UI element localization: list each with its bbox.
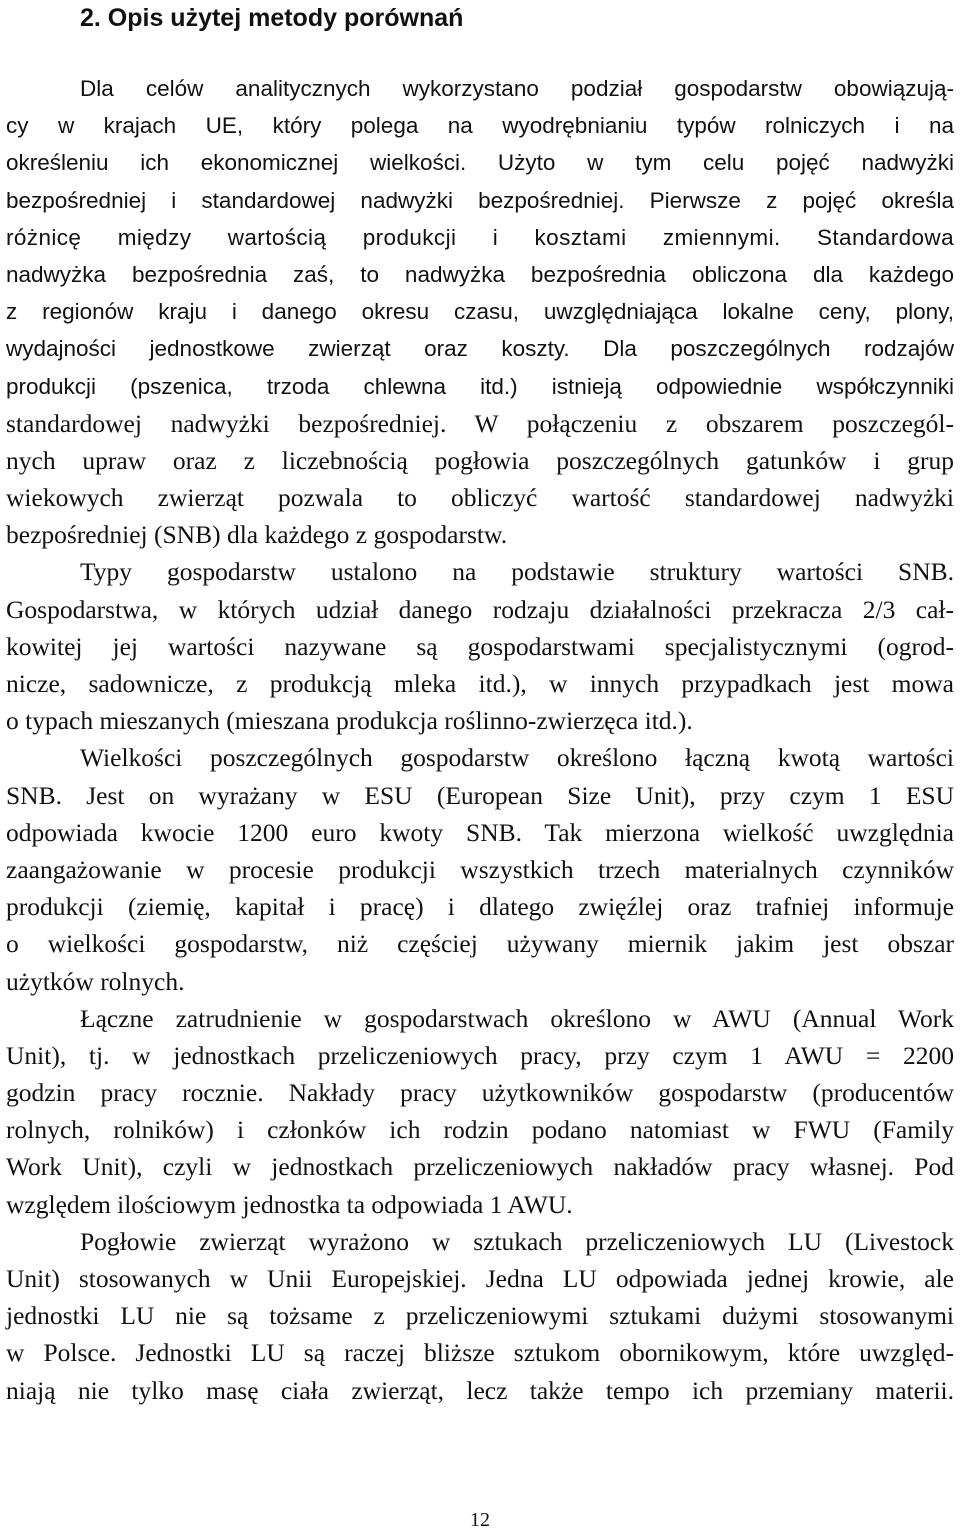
paragraph: [6, 1000, 954, 1223]
text-line: Łączne zatrudnienie w gospodarstwach określono w AWU (Annual Work: [80, 1003, 954, 1033]
text-line: użytków rolnych.: [6, 966, 185, 996]
text-line: odpowiada kwocie 1200 euro kwoty SNB. Tak mierzona wielkość uwzględnia: [6, 817, 954, 847]
text-line: standardowej nadwyżki bezpośredniej. W połączeniu z obszarem poszczegól-: [6, 408, 954, 438]
text-line: nych upraw oraz z liczebnością pogłowia poszczególnych gatunków i grup: [6, 445, 954, 475]
text-line: względem ilościowym jednostka ta odpowiada 1 AWU.: [6, 1189, 573, 1219]
text-line: Wielkości poszczególnych gospodarstw określono łączną kwotą wartości: [80, 743, 954, 773]
text-line: Dla celów analitycznych wykorzystano podział gospodarstw obowiązują-: [80, 76, 954, 101]
text-line: wydajności jednostkowe zwierząt oraz koszty. Dla poszczególnych rodzajów: [6, 336, 954, 362]
text-line: wiekowych zwierząt pozwala to obliczyć wartość standardowej nadwyżki: [6, 483, 954, 513]
text-line: cy w krajach UE, który polega na wyodrębnianiu typów rolniczych i na: [6, 113, 954, 139]
text-line: Unit), tj. w jednostkach przeliczeniowych pracy, przy czym 1 AWU = 2200: [6, 1040, 954, 1070]
text-line: bezpośredniej i standardowej nadwyżki bezpośredniej. Pierwsze z pojęć określa: [6, 187, 954, 213]
page-number: 12: [470, 1509, 490, 1531]
text-line: Pogłowie zwierząt wyrażono w sztukach przeliczeniowych LU (Livestock: [80, 1226, 954, 1256]
text-line: w Polsce. Jednostki LU są raczej bliższe sztukom obornikowym, które uwzględ-: [6, 1338, 954, 1368]
text-line: bezpośredniej (SNB) dla każdego z gospodarstw.: [6, 520, 508, 550]
text-line: Gospodarstwa, w których udział danego rodzaju działalności przekracza 2/3 cał-: [6, 594, 954, 624]
text-line: produkcji (ziemię, kapitał i pracę) i dlatego zwięźlej oraz trafniej informuje: [6, 892, 954, 922]
text-line: różnicę między wartością produkcji i kosztami zmiennymi. Standardowa: [6, 224, 954, 250]
text-line: określeniu ich ekonomicznej wielkości. Użyto w tym celu pojęć nadwyżki: [6, 150, 954, 176]
text-line: niają nie tylko masę ciała zwierząt, lecz także tempo ich przemiany materii.: [6, 1375, 954, 1405]
paragraph: [6, 553, 954, 739]
text-line: nadwyżka bezpośrednia zaś, to nadwyżka bezpośrednia obliczona dla każdego: [6, 261, 954, 287]
text-line: zaangażowanie w procesie produkcji wszystkich trzech materialnych czynników: [6, 854, 954, 884]
section-heading: 2. Opis użytej metody porównań: [80, 4, 464, 32]
body-text: [6, 70, 954, 1409]
paragraph: [6, 739, 954, 999]
text-line: kowitej jej wartości nazywane są gospodarstwami specjalistycznymi (ogrod-: [6, 631, 954, 661]
text-line: godzin pracy rocznie. Nakłady pracy użytkowników gospodarstw (producentów: [6, 1078, 954, 1108]
text-line: Work Unit), czyli w jednostkach przeliczeniowych nakładów pracy własnej. Pod: [6, 1152, 954, 1182]
text-line: jednostki LU nie są tożsame z przeliczeniowymi sztukami dużymi stosowanymi: [6, 1301, 954, 1331]
paragraph: [6, 70, 954, 553]
text-line: Unit) stosowanych w Unii Europejskiej. Jedna LU odpowiada jednej krowie, ale: [6, 1264, 954, 1293]
text-line: o wielkości gospodarstw, niż częściej używany miernik jakim jest obszar: [6, 929, 954, 959]
text-line: Typy gospodarstw ustalono na podstawie struktury wartości SNB.: [80, 557, 954, 587]
paragraph: [6, 1223, 954, 1409]
text-line: z regionów kraju i danego okresu czasu, uwzględniająca lokalne ceny, plony,: [6, 299, 954, 325]
text-line: o typach mieszanych (mieszana produkcja roślinno-zwierzęca itd.).: [6, 706, 693, 736]
text-line: rolnych, rolników) i członków ich rodzin podano natomiast w FWU (Family: [6, 1115, 954, 1145]
text-line: nicze, sadownicze, z produkcją mleka itd.), w innych przypadkach jest mowa: [6, 669, 954, 698]
text-line: produkcji (pszenica, trzoda chlewna itd.) istnieją odpowiednie współczynniki: [6, 373, 954, 399]
text-line: SNB. Jest on wyrażany w ESU (European Size Unit), przy czym 1 ESU: [6, 780, 954, 810]
